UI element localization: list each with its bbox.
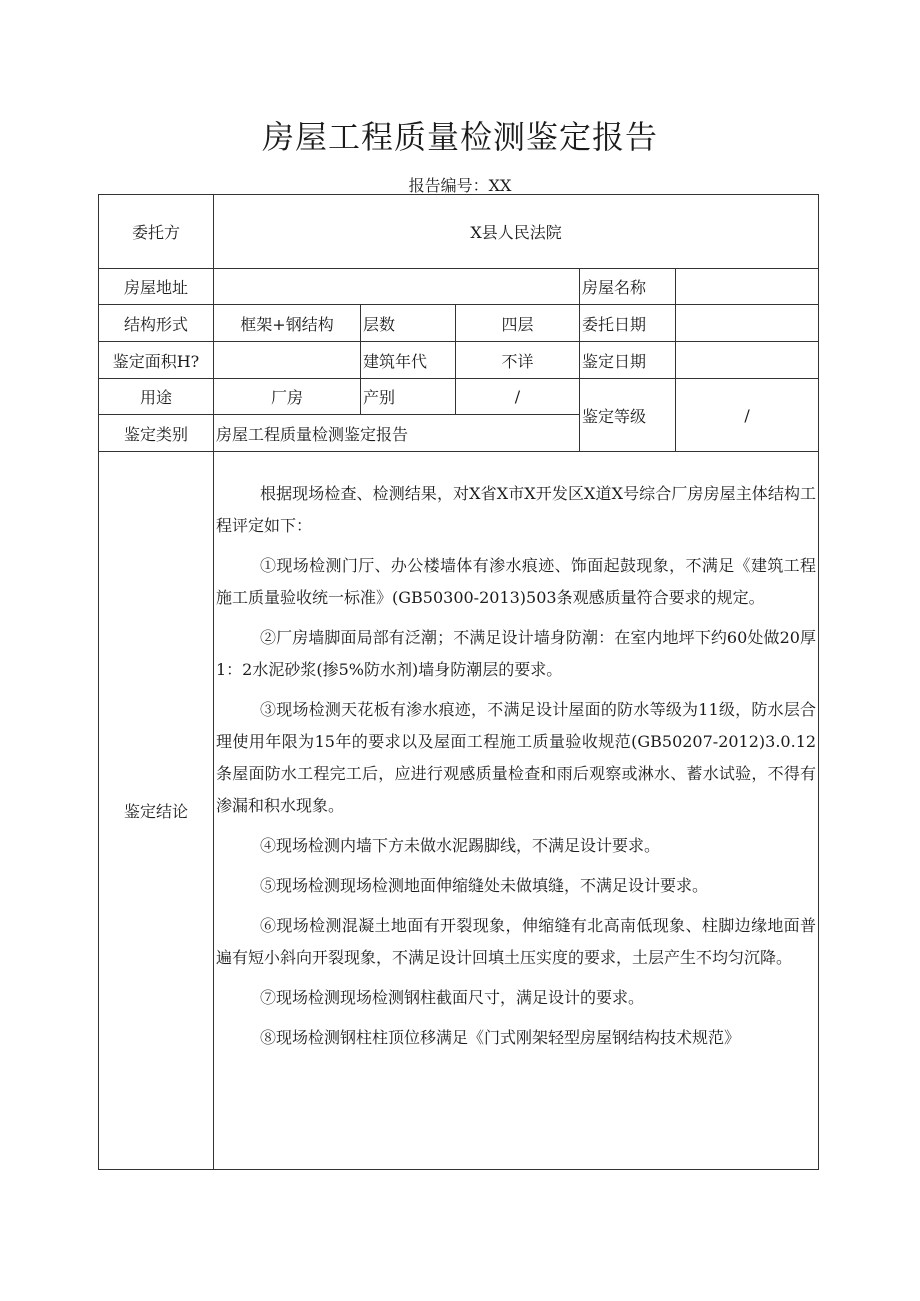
conclusion-paragraph: ⑥现场检测混凝土地面有开裂现象，伸缩缝有北高南低现象、柱脚边缘地面普遍有短小斜向开裂现象，不满足设计回填土压实度的要求，土层产生不均匀沉降。 (216, 916, 817, 967)
structure-label: 结构形式 (99, 305, 214, 342)
conclusion-paragraph: ⑦现场检测现场检测钢柱截面尺寸，满足设计的要求。 (260, 988, 645, 1007)
conclusion-paragraph: ③现场检测天花板有渗水痕迹，不满足设计屋面的防水等级为11级，防水层合理使用年限为15年的要求以及屋面工程施工质量验收规范(GB50207-2012)3.0.12条屋面防水工程完工后，应进行观感质量检查和雨后观察或淋水、蓄水试验，不得有渗漏和积水现象。 (216, 700, 817, 815)
appraisal-date-value (676, 342, 819, 379)
house-name-label: 房屋名称 (580, 269, 676, 305)
conclusion-cell (214, 452, 819, 1170)
address-value (214, 269, 580, 305)
structure-value: 框架+钢结构 (214, 305, 361, 342)
conclusion-paragraph: ⑧现场检测钢柱柱顶位移满足《门式刚架轻型房屋钢结构技术规范》 (260, 1028, 741, 1047)
property-label: 产别 (361, 379, 456, 415)
conclusion-label: 鉴定结论 (99, 452, 214, 1170)
category-value: 房屋工程质量检测鉴定报告 (214, 415, 580, 452)
conclusion-paragraph: 根据现场检查、检测结果，对X省X市X开发区X道X号综合厂房房屋主体结构工程评定如下： (216, 484, 817, 535)
floors-label: 层数 (361, 305, 456, 342)
grade-value: / (676, 379, 819, 452)
usage-value: 厂房 (214, 379, 361, 415)
report-table (98, 194, 819, 1170)
document-title: 房屋工程质量检测鉴定报告 (261, 118, 658, 156)
build-year-value: 不详 (456, 342, 580, 379)
appraisal-date-label: 鉴定日期 (580, 342, 676, 379)
conclusion-paragraph: ⑤现场检测现场检测地面伸缩缝处未做填缝，不满足设计要求。 (260, 876, 709, 895)
report-number: 报告编号：XX (408, 176, 512, 195)
address-label: 房屋地址 (99, 269, 214, 305)
client-label: 委托方 (99, 195, 214, 269)
house-name-value (676, 269, 819, 305)
build-year-label: 建筑年代 (361, 342, 456, 379)
area-label: 鉴定面积H? (99, 342, 214, 379)
floors-value: 四层 (456, 305, 580, 342)
conclusion-paragraph: ④现场检测内墙下方未做水泥踢脚线，不满足设计要求。 (260, 836, 661, 855)
usage-label: 用途 (99, 379, 214, 415)
conclusion-paragraph: ①现场检测门厅、办公楼墙体有渗水痕迹、饰面起鼓现象，不满足《建筑工程施工质量验收统一标准》(GB50300-2013)503条观感质量符合要求的规定。 (216, 556, 817, 607)
client-value: X县人民法院 (214, 195, 819, 269)
category-label: 鉴定类别 (99, 415, 214, 452)
commission-date-value (676, 305, 819, 342)
conclusion-paragraph: ②厂房墙脚面局部有泛潮；不满足设计墙身防潮：在室内地坪下约60处做20厚1：2水泥砂浆(掺5%防水剂)墙身防潮层的要求。 (216, 628, 817, 679)
commission-date-label: 委托日期 (580, 305, 676, 342)
grade-label: 鉴定等级 (580, 379, 676, 452)
property-value: / (456, 379, 580, 415)
area-value (214, 342, 361, 379)
